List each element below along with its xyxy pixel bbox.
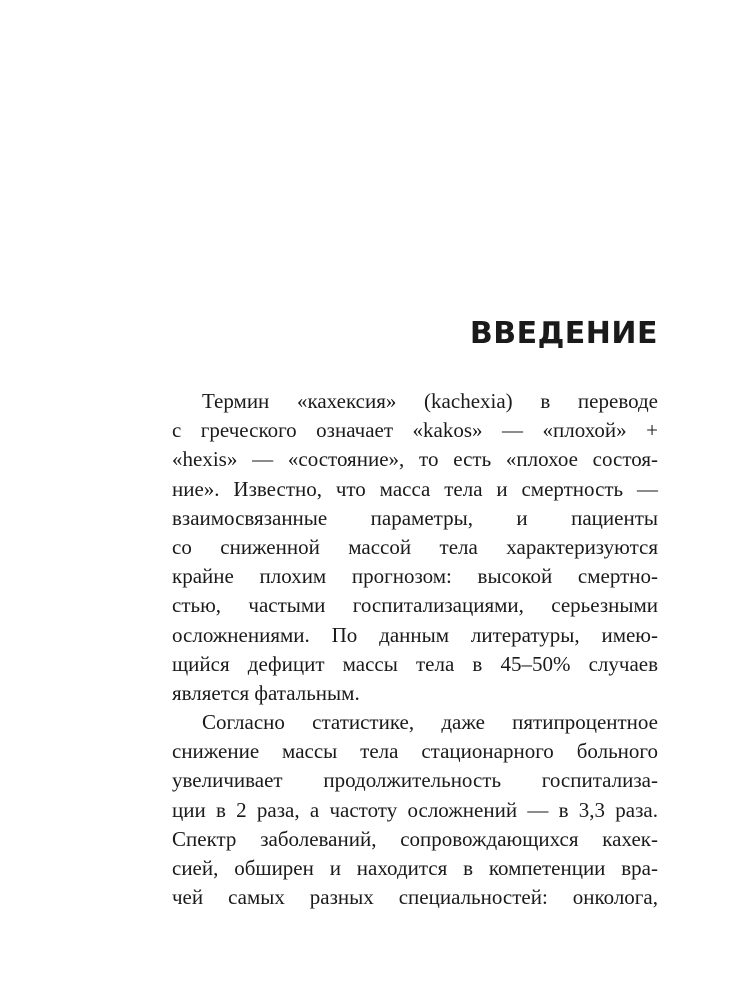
text-line: чей самых разных специальностей: онколога, <box>172 885 658 910</box>
text-line: щийся дефицит массы тела в 45–50% случаев <box>172 651 658 676</box>
text-line: увеличивает продолжительность госпитализа- <box>172 768 658 793</box>
text-line: «hexis» — «состояние», то есть «плохое состоя- <box>172 447 658 472</box>
text-line: Термин «кахексия» (kachexia) в переводе <box>202 389 658 413</box>
text-line: ние». Известно, что масса тела и смертность — <box>172 476 658 501</box>
text-line: стью, частыми госпитализациями, серьезными <box>172 593 658 618</box>
text-line: осложнениями. По данным литературы, имею- <box>172 622 658 647</box>
body-text <box>172 387 658 912</box>
text-line: сией, обширен и находится в компетенции вра- <box>172 856 658 880</box>
text-line: крайне плохим прогнозом: высокой смертно- <box>172 564 658 589</box>
text-line: ции в 2 раза, а частоту осложнений — в 3,3 раза. <box>172 797 658 822</box>
chapter-heading: ВВЕДЕНИЕ <box>469 316 658 351</box>
text-line: с греческого означает «kakos» — «плохой» + <box>172 418 658 443</box>
text-line: является фатальным. <box>172 680 360 705</box>
text-line: со сниженной массой тела характеризуются <box>172 534 658 559</box>
text-line: взаимосвязанные параметры, и пациенты <box>172 505 658 530</box>
text-line: Согласно статистике, даже пятипроцентное <box>202 710 658 735</box>
text-line: Спектр заболеваний, сопровождающихся кахек- <box>172 826 658 851</box>
text-line: снижение массы тела стационарного больного <box>172 739 658 764</box>
